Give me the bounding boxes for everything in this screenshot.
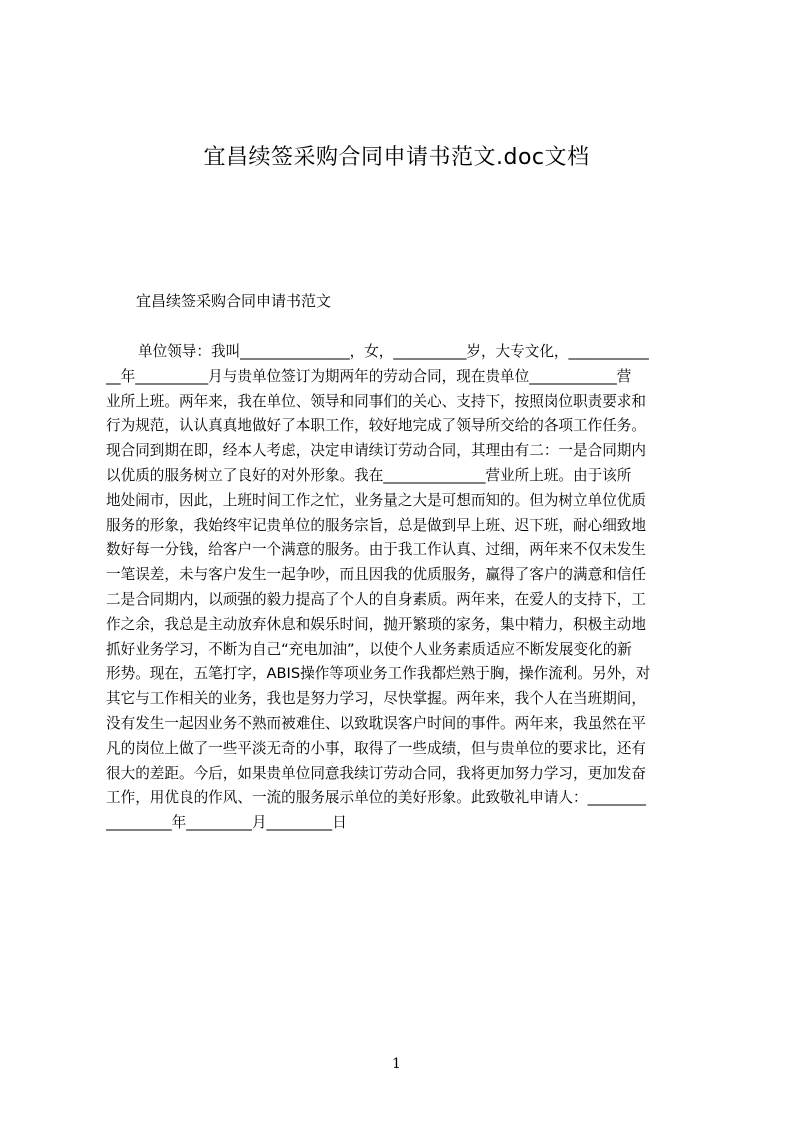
- body-line: _________年_________月_________日: [106, 814, 347, 832]
- body-line: 以优质的服务树立了良好的对外形象。我在______________营业所上班。由于该所: [106, 466, 632, 484]
- body-line: 凡的岗位上做了一些平淡无奇的小事，取得了一些成绩，但与贵单位的要求比，还有: [106, 739, 646, 757]
- body-line: 行为规范，认认真真地做好了本职工作，较好地完成了领导所交给的各项工作任务。: [106, 417, 646, 435]
- body-line: 没有发生一起因业务不熟而被难住、以致耽误客户时间的事件。两年来，我虽然在平: [106, 714, 646, 732]
- body-line: 抓好业务学习，不断为自己“充电加油”，以使个人业务素质适应不断发展变化的新: [106, 640, 632, 658]
- document-title: 宜昌续签采购合同申请书范文.doc文档: [203, 145, 590, 170]
- body-line: 很大的差距。今后，如果贵单位同意我续订劳动合同，我将更加努力学习，更加发奋: [106, 764, 646, 782]
- body-line: 数好每一分钱，给客户一个满意的服务。由于我工作认真、过细，两年来不仅未发生: [106, 541, 646, 559]
- body-line: 作之余，我总是主动放弃休息和娱乐时间，抛开繁琐的家务，集中精力，积极主动地: [106, 615, 646, 633]
- body-text: [106, 340, 698, 836]
- body-line: 单位领导：我叫_______________，女，__________岁，大专文化，___________: [138, 343, 649, 360]
- body-line: 一笔误差，未与客户发生一起争吵，而且因我的优质服务，赢得了客户的满意和信任: [106, 566, 646, 584]
- page-number: 1: [392, 1056, 401, 1072]
- body-line: 其它与工作相关的业务，我也是努力学习，尽快掌握。两年来，我个人在当班期间，: [106, 690, 646, 708]
- body-line: __年__________月与贵单位签订为期两年的劳动合同，现在贵单位____________营: [106, 367, 632, 385]
- body-line: 服务的形象，我始终牢记贵单位的服务宗旨，总是做到早上班、迟下班，耐心细致地: [106, 516, 646, 534]
- body-line: 地处闹市，因此，上班时间工作之忙，业务量之大是可想而知的。但为树立单位优质: [106, 491, 646, 509]
- body-line: 二是合同期内，以顽强的毅力提高了个人的自身素质。两年来，在爱人的支持下，工: [106, 590, 646, 608]
- document-subtitle: 宜昌续签采购合同申请书范文: [136, 292, 332, 310]
- body-line: 现合同到期在即，经本人考虑，决定申请续订劳动合同，其理由有二：一是合同期内: [106, 442, 646, 460]
- body-line: 工作，用优良的作风、一流的服务展示单位的美好形象。此致敬礼申请人：________: [106, 789, 646, 807]
- body-line: 业所上班。两年来，我在单位、领导和同事们的关心、支持下，按照岗位职责要求和: [106, 392, 646, 410]
- body-line: 形势。现在，五笔打字，ABIS操作等项业务工作我都烂熟于胸，操作流利。另外，对: [106, 665, 651, 683]
